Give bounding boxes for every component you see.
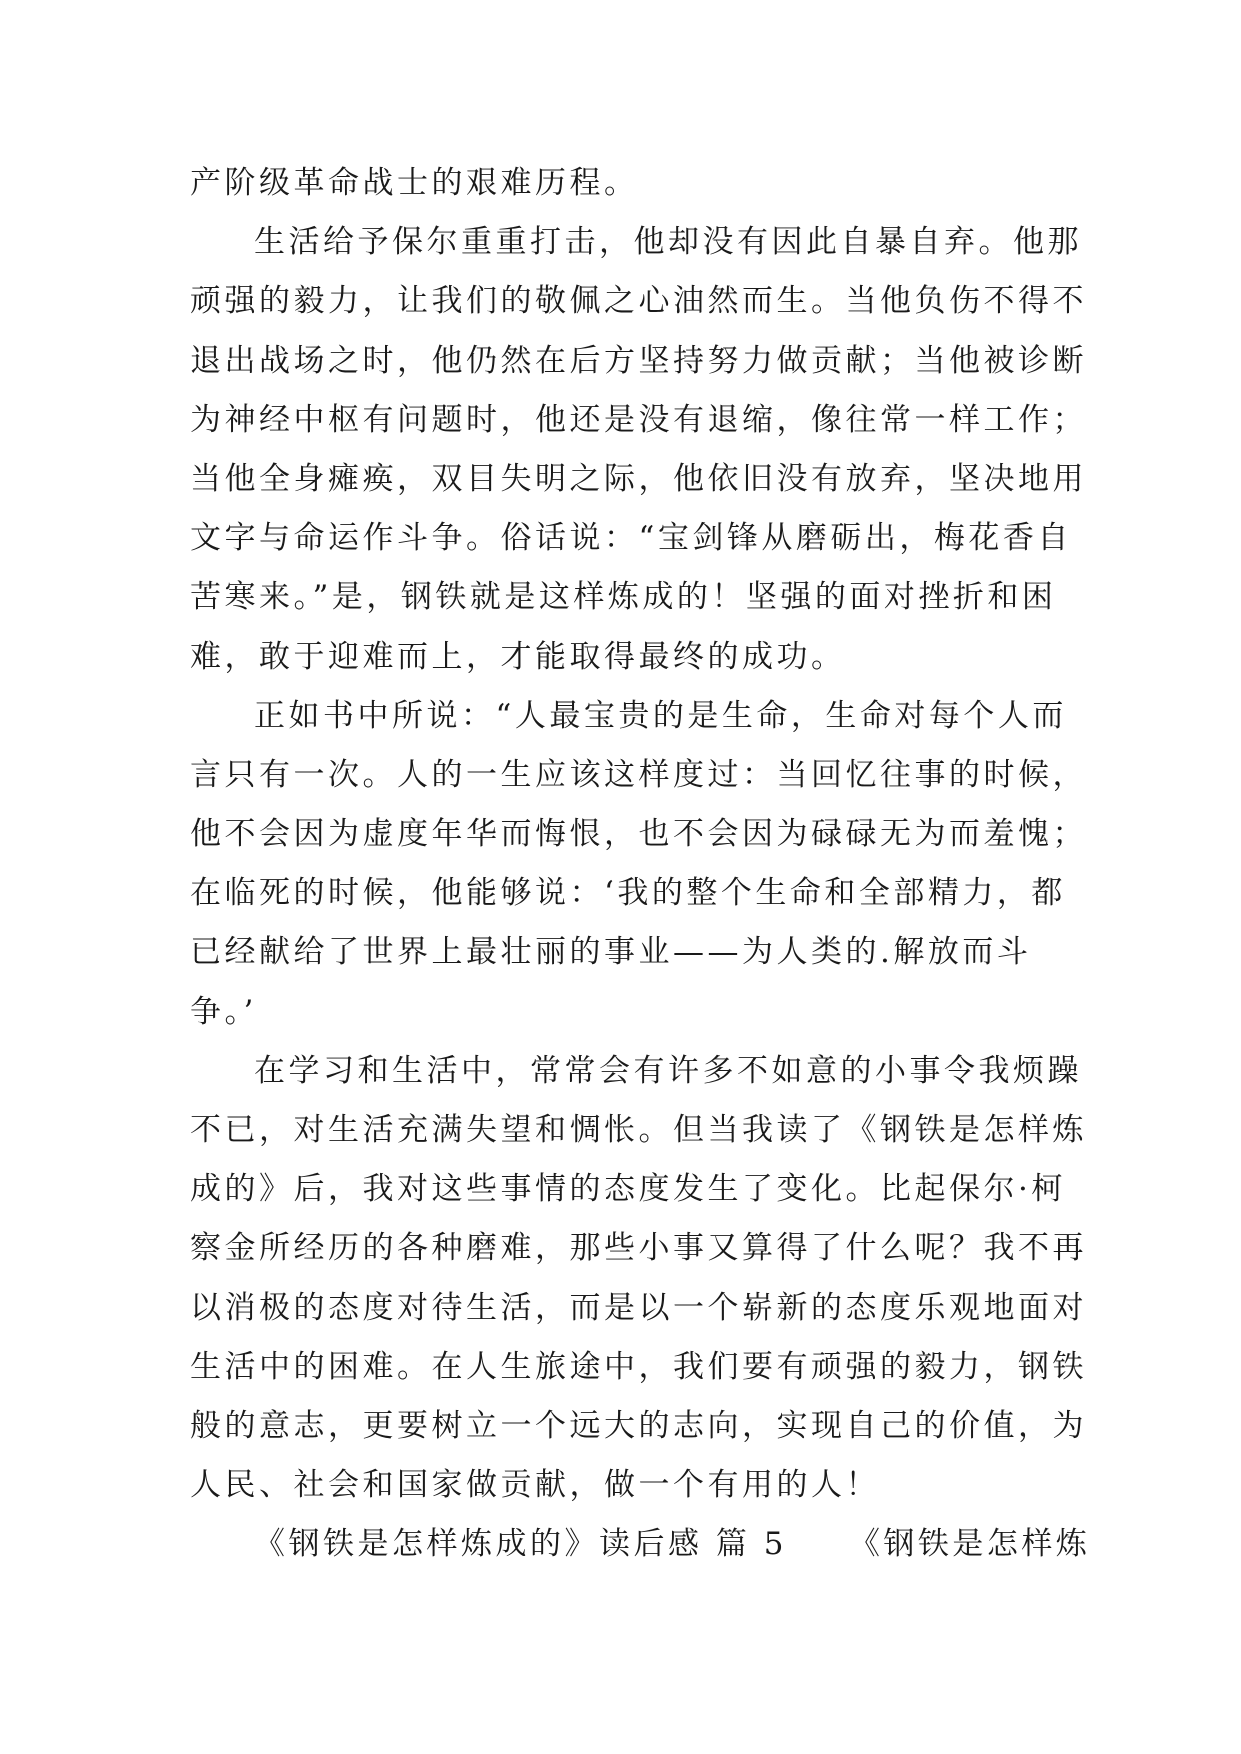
text-line: 争。’ [190,993,257,1030]
text-line: 顽强的毅力，让我们的敬佩之心油然而生。当他负伤不得不 [190,283,1087,320]
text-line: 他不会因为虚度年华而悔恨，也不会因为碌碌无为而羞愧； [190,816,1087,853]
text-line: 言只有一次。人的一生应该这样度过：当回忆往事的时候， [190,756,1087,793]
text-line: 已经献给了世界上最壮丽的事业——为人类的.解放而斗 [190,934,1032,971]
text-line: 般的意志，更要树立一个远大的志向，实现自己的价值，为 [190,1407,1087,1444]
text-line: 以消极的态度对待生活，而是以一个崭新的态度乐观地面对 [190,1289,1087,1326]
text-line: 文字与命运作斗争。俗话说：“宝剑锋从磨砺出，梅花香自 [190,520,1072,557]
section-heading-line [190,1515,1091,1574]
text-line: 当他全身瘫痪，双目失明之际，他依旧没有放弃，坚决地用 [190,460,1087,497]
text-line: 成的》后，我对这些事情的态度发生了变化。比起保尔·柯 [190,1171,1066,1208]
paragraph-start-line: 正如书中所说：“人最宝贵的是生命，生命对每个人而 [254,697,1067,734]
next-section-start: 《钢铁是怎样炼 [848,1526,1091,1563]
section-number: 篇 5 [715,1526,787,1563]
text-line: 产阶级革命战士的艰难历程。 [190,165,639,201]
text-line: 在临死的时候，他能够说：‘我的整个生命和全部精力，都 [190,875,1066,912]
paragraph-start-line: 生活给予保尔重重打击，他却没有因此自暴自弃。他那 [254,224,1082,261]
document-body [190,154,1091,1575]
section-title: 《钢铁是怎样炼成的》读后感 [254,1526,703,1563]
text-line: 人民、社会和国家做贡献，做一个有用的人！ [190,1467,880,1504]
text-line: 难，敢于迎难而上，才能取得最终的成功。 [190,638,846,675]
paragraph-start-line: 在学习和生活中，常常会有许多不如意的小事令我烦躁 [254,1052,1082,1089]
text-line: 生活中的困难。在人生旅途中，我们要有顽强的毅力，钢铁 [190,1348,1087,1385]
text-line: 苦寒来。”是，钢铁就是这样炼成的！坚强的面对挫折和困 [190,579,1057,616]
text-line: 察金所经历的各种磨难，那些小事又算得了什么呢？我不再 [190,1230,1087,1267]
text-line: 为神经中枢有问题时，他还是没有退缩，像往常一样工作； [190,401,1087,438]
text-line: 不已，对生活充满失望和惆怅。但当我读了《钢铁是怎样炼 [190,1112,1087,1148]
text-line: 退出战场之时，他仍然在后方坚持努力做贡献；当他被诊断 [190,342,1087,379]
